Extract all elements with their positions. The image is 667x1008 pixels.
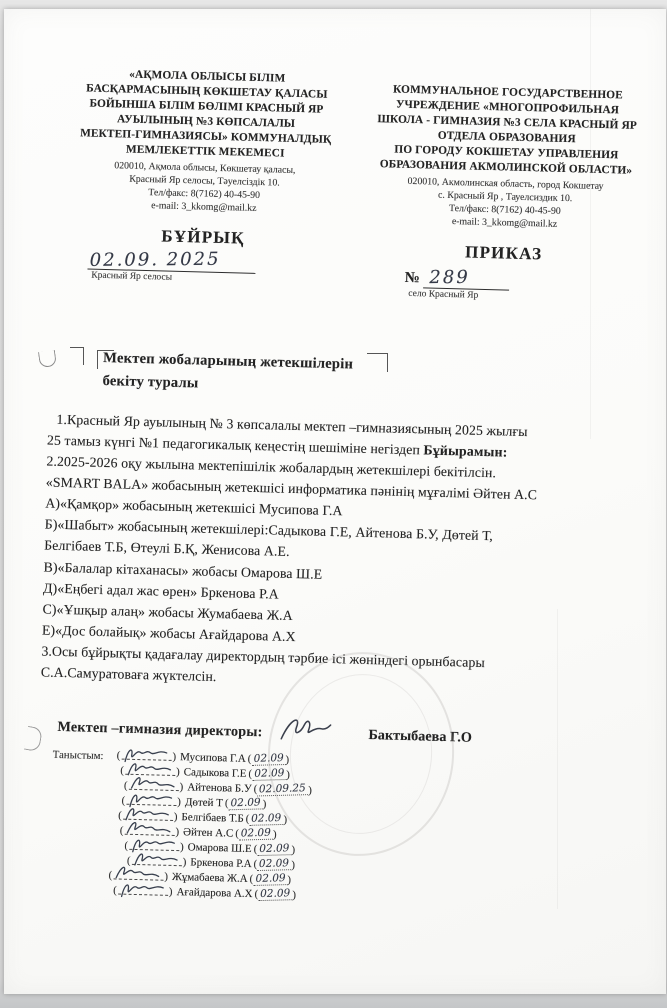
- paren: (: [245, 812, 250, 825]
- org-name-line: УЧРЕЖДЕНИЕ «МНОГОПРОФИЛЬНАЯ: [395, 98, 620, 117]
- director-name: Бактыбаева Г.О: [368, 726, 473, 746]
- paren: (: [121, 794, 126, 807]
- paren: (: [253, 842, 258, 855]
- ack-name: Жұмабаева Ж.А: [171, 870, 248, 885]
- org-name-line: ОБРАЗОВАНИЯ АКМОЛИНСКОЙ ОБЛАСТИ»: [379, 158, 633, 177]
- ack-name: Мусипова Г.А: [179, 750, 246, 765]
- number-underline: [424, 266, 511, 290]
- crop-corner-mark: [367, 353, 388, 372]
- address-line: Тел/факс: 8(7162) 40-45-90: [148, 187, 261, 201]
- order-body-line: Е)«Дос болайық» жобасы Ағайдарова А.Х: [41, 622, 296, 644]
- ack-name: Ағайдарова А.Х: [176, 885, 253, 900]
- paren: ): [179, 840, 184, 853]
- order-body-line: А)«Қамқор» жобасының жетекшісі Мусипова Г.А: [45, 495, 343, 519]
- ack-handwritten-date: 02.09: [228, 797, 262, 811]
- ack-handwritten-date: 02.09: [257, 842, 291, 856]
- number-sign: №: [404, 269, 421, 287]
- order-title-line: Мектеп жобаларының жетекшілерін: [102, 349, 354, 373]
- ack-handwritten-date: 02.09.25: [257, 782, 308, 796]
- paren: (: [124, 839, 129, 852]
- acknowledgment-label: Таныстым:: [52, 748, 104, 763]
- address-line: Красный Яр селосы, Тәуелсіздік 10.: [129, 173, 280, 189]
- address-line: с. Красный Яр , Тауелсиздик 10.: [437, 189, 573, 205]
- paren: ): [175, 825, 180, 838]
- place-kazakh: Красный Яр селосы: [91, 270, 173, 283]
- org-name-line: ОТДЕЛА ОБРАЗОВАНИЯ: [437, 129, 576, 146]
- document-page: [4, 9, 666, 994]
- paren: ): [179, 780, 184, 793]
- order-body-line: С.А.Самуратоваға жүктелсін.: [40, 664, 217, 685]
- paren: ): [286, 768, 290, 781]
- paren: ): [182, 855, 187, 868]
- order-body-line: Б)«Шабыт» жобасының жетекшілері:Садыкова Г.Е, Айтенова Б.У, Дөтей Т,: [44, 516, 494, 544]
- paren: (: [126, 854, 131, 867]
- paren: ): [175, 765, 180, 778]
- paren: ): [172, 750, 177, 763]
- order-body-line: Белгібаев Т.Б, Өтеулі Б.Қ, Женисова А.Е.: [44, 537, 290, 560]
- org-name-kazakh: [54, 66, 358, 164]
- order-body-line: 1.Красный Яр ауылының № 3 көпсалалы мектеп –гимназиясының 2025 жылғы: [56, 411, 528, 439]
- order-body-line: 25 тамыз күнгі №1 педагогикалық кеңестің шешіміне негіздеп Бұйырамын:: [46, 432, 508, 460]
- header-russian-column: [364, 74, 646, 305]
- org-address-russian: [366, 175, 644, 234]
- ack-handwritten-date: 02.09: [251, 752, 285, 766]
- ack-name: Айтенова Б.У: [187, 780, 252, 795]
- paren: (: [253, 782, 258, 795]
- handwritten-number: 289: [429, 266, 471, 288]
- address-line: 020010, Акмолинская область, город Кокшетау: [407, 175, 604, 193]
- order-body-line: 3.Осы бұйрықты қадағалау директордың тәрбие ісі жөніндегі орынбасары: [41, 643, 486, 670]
- order-date-block: [51, 246, 353, 287]
- ack-handwritten-date: 02.09: [257, 857, 291, 871]
- org-name-line: МЕМЛЕКЕТТІК МЕКЕМЕСІ: [125, 143, 285, 160]
- document-header: [51, 66, 647, 305]
- paren: (: [254, 887, 259, 900]
- crop-corner-mark: [97, 350, 114, 369]
- order-body-line: 2.2025-2026 оқу жылына мектепішілік жобалардың жетекшілері бекітілсін.: [46, 453, 497, 481]
- ack-name: Белгібаев Т.Б: [181, 810, 244, 825]
- ack-name: Бркенова Р.А: [190, 856, 252, 870]
- ack-handwritten-date: 02.09: [239, 827, 273, 841]
- paper-crease: [590, 9, 591, 439]
- paren: ): [168, 885, 173, 898]
- paren: (: [120, 764, 125, 777]
- org-address-kazakh: [53, 159, 356, 219]
- handwritten-date: 02.09. 2025: [89, 248, 221, 271]
- ack-name: Омарова Ш.Е: [187, 840, 252, 855]
- paren: ): [291, 843, 296, 856]
- paren: (: [123, 779, 128, 792]
- paren: ): [292, 888, 297, 901]
- signature-area: [117, 883, 169, 898]
- order-body-line: «SMART BALA» жобасының жетекшісі информатика пәнінің мұғалімі Әйтен А.С: [45, 474, 538, 503]
- ack-name: Әйтен А.С: [182, 825, 234, 840]
- ack-handwritten-date: 02.09: [249, 812, 283, 826]
- ack-handwritten-date: 02.09: [253, 872, 287, 886]
- paren: (: [235, 827, 240, 840]
- order-title-line: бекіту туралы: [102, 372, 199, 392]
- paren: (: [118, 809, 123, 822]
- doc-type-russian: ПРИКАЗ: [464, 242, 543, 264]
- ack-handwritten-date: 02.09: [258, 887, 292, 901]
- org-name-line: АУЫЛЫНЫҢ №3 КӨПСАЛАЛЫ: [116, 113, 296, 130]
- org-name-line: «АҚМОЛА ОБЛЫСЫ БІЛІМ: [129, 68, 286, 85]
- director-role-label: Мектеп –гимназия директоры:: [57, 718, 263, 740]
- paren: (: [247, 752, 252, 765]
- paren: ): [291, 858, 296, 871]
- doc-type-kazakh: БҰЙРЫҚ: [161, 226, 245, 248]
- paren: (: [249, 872, 254, 885]
- org-name-line: ШКОЛА - ГИМНАЗИЯ №3 СЕЛА КРАСНЫЙ ЯР: [377, 113, 638, 132]
- paren: ): [283, 813, 288, 826]
- paren: (: [119, 824, 124, 837]
- order-number-block: [364, 265, 641, 305]
- paren: ): [285, 753, 290, 766]
- header-kazakh-column: [51, 66, 358, 298]
- org-name-line: БАСҚАРМАСЫНЫҢ КӨКШЕТАУ ҚАЛАСЫ: [86, 82, 328, 101]
- paren: ): [307, 784, 312, 797]
- paren: (: [116, 749, 121, 762]
- ack-handwritten-date: 02.09: [252, 767, 286, 781]
- paper-crease: [557, 609, 558, 909]
- order-body-line: С)«Ұшқыр алаң» жобасы Жумабаева Ж.А: [42, 601, 293, 623]
- ack-name: Садыкова Г.Е: [183, 765, 247, 780]
- paren: ): [177, 795, 182, 808]
- signature-scribble-icon: [118, 878, 165, 901]
- address-line: 020010, Ақмола облысы, Көкшетау қаласы,: [114, 160, 296, 177]
- org-name-line: ПО ГОРОДУ КОКШЕТАУ УПРАВЛЕНИЯ: [394, 143, 619, 162]
- paren: ): [262, 797, 267, 810]
- org-name-line: БОЙЫНША БІЛІМ БӨЛІМІ КРАСНЫЙ ЯР: [89, 97, 324, 116]
- paren: (: [224, 796, 229, 809]
- paren: (: [248, 767, 253, 780]
- order-body-line: Д)«Еңбегі адал жас өрен» Бркенова Р.А: [42, 580, 280, 602]
- paren: ): [272, 828, 277, 841]
- paren: ): [287, 873, 292, 886]
- address-line: e-mail: 3_kkomg@mail.kz: [451, 215, 558, 230]
- order-body-line: В)«Балалар кітаханасы» жобасы Омарова Ш.Е: [43, 559, 323, 582]
- address-line: e-mail: 3_kkomg@mail.kz: [151, 200, 257, 214]
- crop-corner-mark: [70, 347, 84, 365]
- date-underline: [87, 247, 256, 273]
- paren: (: [113, 884, 118, 897]
- address-line: Тел/факс: 8(7162) 40-45-90: [448, 202, 561, 217]
- paren: ): [164, 870, 169, 883]
- paren: (: [108, 868, 113, 881]
- org-name-russian: [368, 82, 647, 179]
- paren: ): [173, 810, 178, 823]
- org-name-line: КОММУНАЛЬНОЕ ГОСУДАРСТВЕННОЕ: [392, 83, 624, 102]
- place-russian: село Красный Яр: [408, 288, 479, 301]
- paren: (: [253, 857, 258, 870]
- org-name-line: МЕКТЕП-ГИМНАЗИЯСЫ» КОММУНАЛДЫҚ: [79, 127, 332, 146]
- ack-name: Дөтей Т: [184, 795, 224, 809]
